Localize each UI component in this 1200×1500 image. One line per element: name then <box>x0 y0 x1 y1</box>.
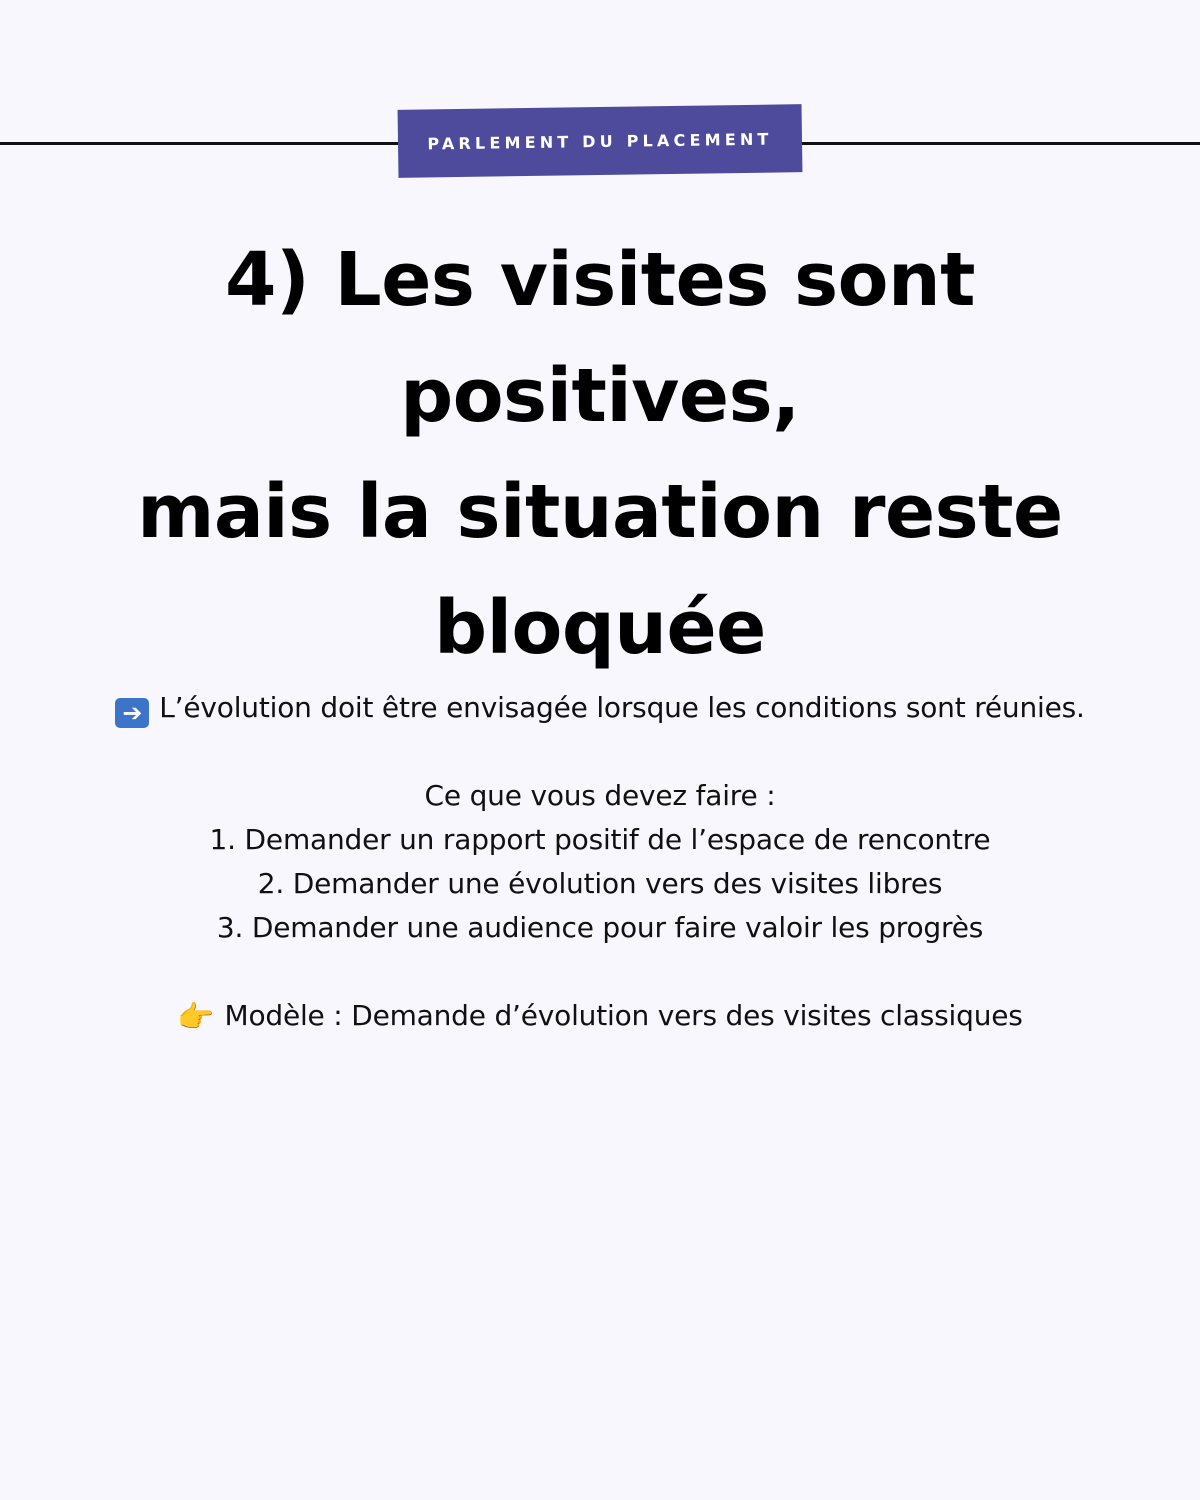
title-line-1: 4) Les visites sont positives, <box>224 237 976 439</box>
pointing-hand-icon: 👉 <box>177 1000 215 1035</box>
step-item-3: 3. Demander une audience pour faire valoir les progrès <box>216 911 984 944</box>
step-item-1: 1. Demander un rapport positif de l’espace de rencontre <box>209 823 991 856</box>
intro-line <box>40 686 1160 730</box>
page-title <box>30 222 1170 686</box>
model-line <box>40 994 1160 1040</box>
title-line-3: bloquée <box>434 585 766 671</box>
spacer <box>40 730 1160 774</box>
step-item-2: 2. Demander une évolution vers des visites libres <box>257 867 943 900</box>
section-tag <box>398 104 803 178</box>
right-arrow-icon: ➔ <box>115 698 149 728</box>
title-line-2: mais la situation reste <box>137 469 1063 555</box>
divider-right <box>800 142 1200 145</box>
steps-heading: Ce que vous devez faire : <box>424 779 776 812</box>
body-content <box>40 686 1160 1040</box>
section-tag-label: PARLEMENT DU PLACEMENT <box>427 129 773 153</box>
divider-left <box>0 142 400 145</box>
header-band <box>0 104 1200 180</box>
intro-text: L’évolution doit être envisagée lorsque les conditions sont réunies. <box>159 691 1085 724</box>
model-text: Modèle : Demande d’évolution vers des visites classiques <box>224 999 1023 1032</box>
spacer <box>40 950 1160 994</box>
